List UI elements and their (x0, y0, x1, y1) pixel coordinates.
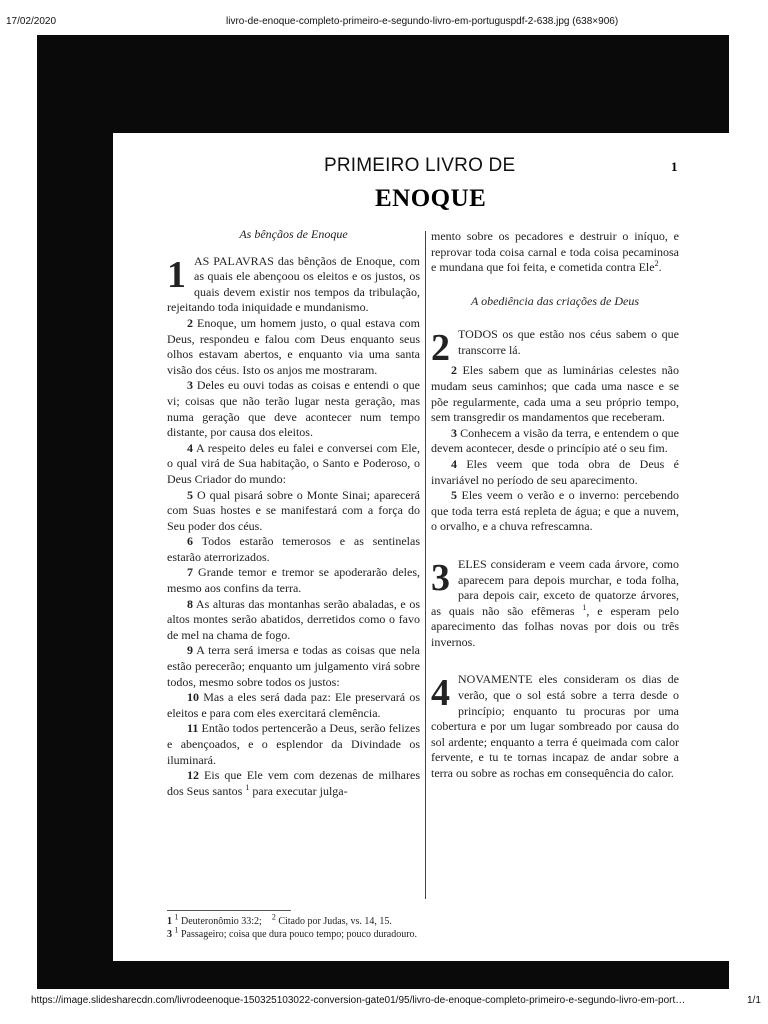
verse-number: 12 (187, 768, 199, 783)
verse-list (167, 316, 420, 768)
chapter-number: 3 (431, 556, 450, 599)
verse (431, 488, 679, 535)
footnote-line (167, 925, 418, 941)
verse-text: Então todos pertencerão a Deus, serão felizes e abençoados, e o esplendor da Divindade os iluminará. (167, 721, 420, 767)
verse (167, 768, 420, 799)
footnote-ref: 3 (167, 929, 172, 940)
verse (167, 643, 420, 690)
verse-text: Eles sabem que as luminárias celestes não mudam seus caminhos; que cada uma nasce e se põe regularmente, cada uma a seu próprio tempo, sem transgredir os mandamentos que receberam. (431, 363, 679, 425)
footnote-text: Passageiro; coisa que dura pouco tempo; pouco duradouro. (178, 929, 418, 940)
verse-text-end: para executar julga- (249, 783, 348, 798)
chapter-opening-text (431, 557, 679, 651)
book-subtitle: ENOQUE (375, 185, 487, 212)
print-title: livro-de-enoque-completo-primeiro-e-segundo-livro-em-portuguspdf-2-638.jpg (638×906) (226, 16, 619, 27)
verse-text: Todos estarão temerosos e as sentinelas estarão aterrorizados. (167, 534, 420, 564)
chapter-number: 1 (167, 253, 186, 296)
chapter-2 (431, 327, 679, 363)
verse-number: 5 (451, 488, 457, 503)
footnote-text: Deuteronômio 33:2; (178, 916, 262, 927)
verse-text: Conhecem a visão da terra, e entendem o que devem acontecer, desde o princípio até o seu fim. (431, 425, 679, 456)
verse (431, 426, 679, 457)
chapter-text-end: , e esperam pelo aparecimento das folhas novas por dois ou três invernos. (431, 603, 679, 649)
document-page (113, 133, 731, 961)
verse-number: 4 (187, 440, 193, 455)
verse-text: Mas a eles será dada paz: Ele preservará os eleitos e para com eles exercitará clemência. (167, 690, 420, 720)
verse-text: Eles veem que toda obra de Deus é invariável no período de seu aparecimento. (431, 456, 679, 487)
verse (167, 441, 420, 488)
continuation-body: mento sobre os pecadores e destruir o iníquo, e reprovar toda coisa carnal e toda coisa pecaminosa e mundana que foi feita, e cometida contra Ele (431, 229, 679, 275)
verse-text: Deles eu ouvi todas as coisas e entendi o que vi; coisas que não terão lugar nesta geração, mas numa geração que deve acontecer num tempo distante, por causa dos eleitos. (167, 378, 420, 440)
page-number: 1 (671, 159, 678, 174)
verse-number: 2 (187, 315, 193, 330)
verse-number: 4 (451, 456, 457, 471)
verse-number: 6 (187, 534, 193, 549)
verse-text: Enoque, um homem justo, o qual estava com Deus, respondeu e falou com Deus enquanto seus olhos estavam abertos, e enquanto via uma santa visão dos céus. Isto os anjos me mostraram. (167, 315, 420, 377)
column-divider (425, 231, 426, 899)
verse-number: 11 (187, 721, 199, 736)
chapter-3 (431, 557, 679, 651)
verse-number: 8 (187, 596, 193, 611)
image-viewer (37, 35, 729, 989)
footnote-marker: 1 (174, 925, 179, 935)
verse (167, 721, 420, 768)
left-column (167, 227, 420, 799)
verse-list (431, 363, 679, 535)
footnote-marker: 1 (174, 912, 179, 922)
verse (167, 378, 420, 440)
verse (167, 316, 420, 378)
chapter-1 (167, 254, 420, 316)
verse-number: 10 (187, 690, 199, 705)
verse-text: As alturas das montanhas serão abaladas, e os altos montes serão abatidos, derretidos como o favo de mel na chama de fogo. (167, 596, 420, 642)
verse-number: 7 (187, 565, 193, 580)
verse (167, 690, 420, 721)
chapter-opening-text: AS PALAVRAS das bênçãos de Enoque, com as quais ele abençoou os eleitos e os justos, os quais devem existir nos tempos da tribulação, rejeitando toda iniquidade e mundanismo. (167, 253, 420, 315)
print-url: https://image.slidesharecdn.com/livrodeenoque-150325103022-conversion-gate01/95/livro-de-enoque-completo-primeiro-e-segundo-livro-em-port… (31, 995, 686, 1006)
verse-text: Eis que Ele vem com dezenas de milhares dos Seus santos (167, 768, 420, 798)
verse (431, 363, 679, 425)
verse-number: 9 (187, 643, 193, 658)
chapter-opening-text: NOVAMENTE eles consideram os dias de verão, que o sol está sobre a terra desde o princípio; enquanto tu procuras por uma cobertura e por um lugar sombreado por causa do sol ardente; enquanto a terra é queimada com calor fervente, e tu te tornas incapaz de andar sobre a terra ou sobre as rochas em consequência do calor. (431, 672, 679, 781)
footnote-marker: 2 (654, 259, 659, 269)
footnote-line (167, 912, 417, 928)
verse-text: Grande temor e tremor se apoderarão deles, mesmo aos confins da terra. (167, 565, 420, 596)
verse-text: A terra será imersa e todas as coisas que nela estão perecerão; enquanto um julgamento virá sobre todos, mesmo sobre todos os justos: (167, 643, 420, 689)
footnote-rule (167, 910, 291, 911)
chapter-opening-text: TODOS os que estão nos céus sabem o que transcorre lá. (458, 327, 679, 357)
verse-number: 5 (187, 487, 193, 502)
footnote-text: Citado por Judas, vs. 14, 15. (275, 916, 392, 927)
verse (167, 534, 420, 565)
verse (431, 457, 679, 488)
continuation-text (431, 229, 679, 276)
verse (167, 488, 420, 535)
verse-number: 3 (451, 425, 457, 440)
verse (167, 565, 420, 596)
verse-text: Eles veem o verão e o inverno: percebendo que toda terra está repleta de água; e que a nuvem, o orvalho, e a chuva refrescamna. (431, 488, 679, 534)
verse-text: A respeito deles eu falei e conversei com Ele, o qual virá de Sua habitação, o Santo e Poderoso, o Deus Criador do mundo: (167, 440, 420, 486)
footnotes (167, 912, 418, 941)
section-heading: As bênçãos de Enoque (239, 227, 348, 241)
footnote-ref: 1 (167, 916, 172, 927)
right-column (431, 229, 679, 782)
chapter-text: ELES consideram e veem cada árvore, como aparecem para depois murchar, e toda folha, para depois cair, exceto de quatorze árvores, as quais não são efêmeras (431, 556, 679, 618)
verse (167, 597, 420, 644)
verse-text: O qual pisará sobre o Monte Sinai; aparecerá com Suas hostes e se manifestará com a força do Seu poder dos céus. (167, 487, 420, 533)
book-title: PRIMEIRO LIVRO DE (324, 155, 516, 176)
chapter-number: 2 (431, 327, 450, 364)
verse-number: 2 (451, 363, 457, 378)
footnote-marker: 1 (245, 782, 250, 792)
section-heading: A obediência das criações de Deus (470, 293, 640, 308)
footnote-marker: 2 (271, 912, 276, 922)
chapter-number: 4 (431, 672, 450, 715)
continuation-end: . (658, 260, 662, 275)
verse-number: 3 (187, 378, 193, 393)
print-page-count: 1/1 (747, 995, 761, 1006)
print-date: 17/02/2020 (6, 16, 57, 27)
chapter-4 (431, 672, 679, 781)
footnote-marker: 1 (582, 602, 587, 612)
